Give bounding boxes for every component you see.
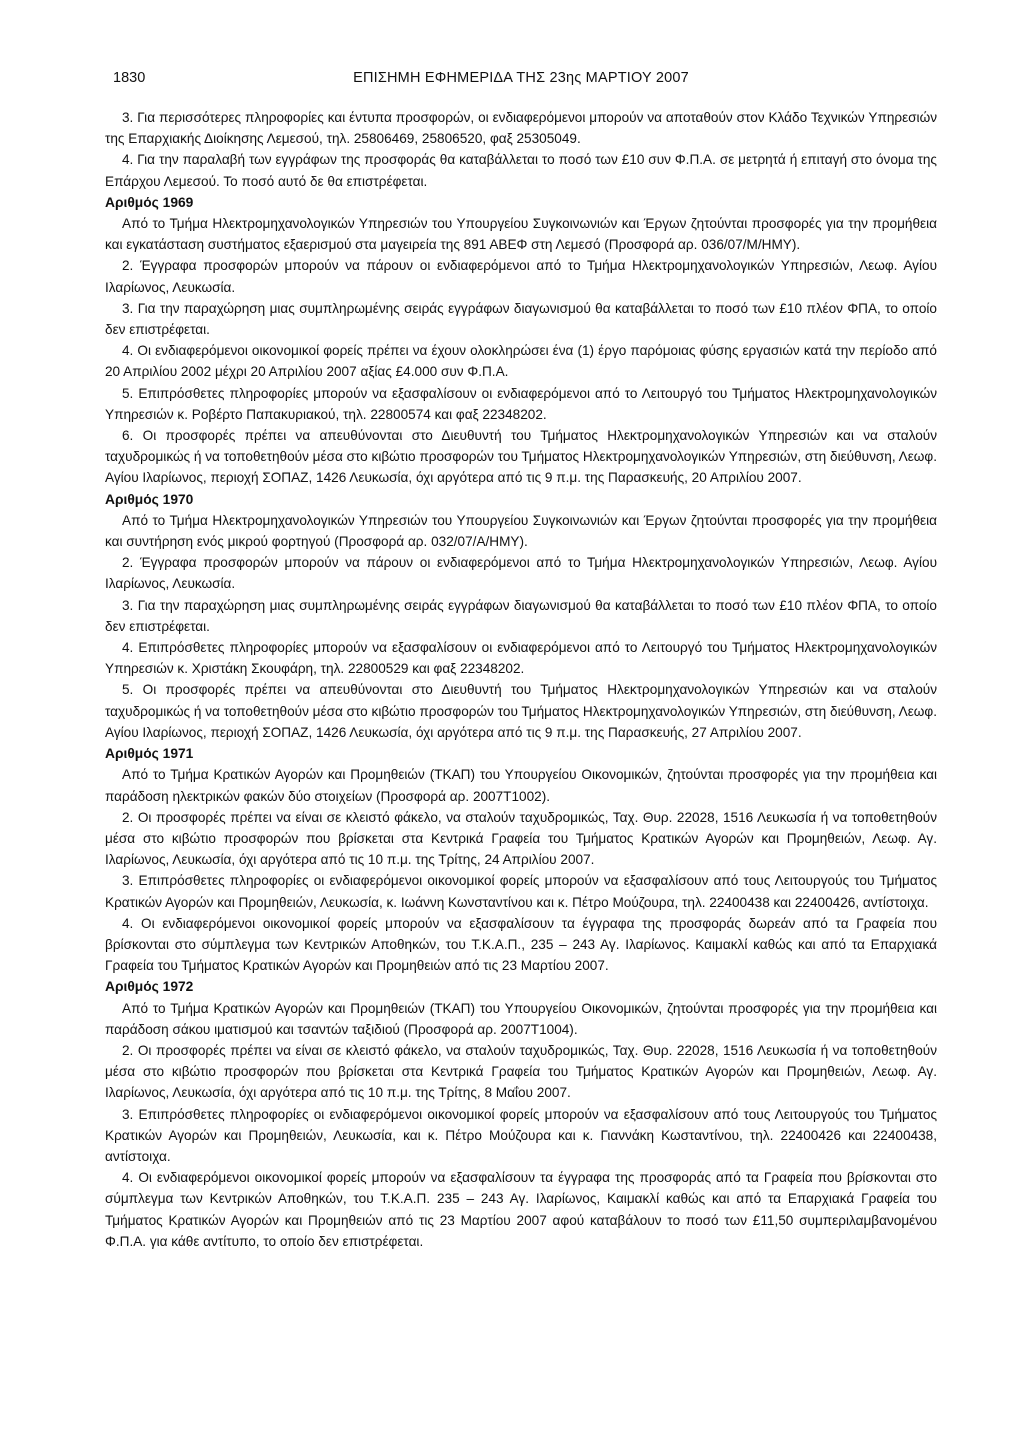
page-number: 1830: [113, 70, 146, 86]
notice-paragraph: 4. Οι ενδιαφερόμενοι οικονομικοί φορείς μπορούν να εξασφαλίσουν τα έγγραφα της προσφοράς από τα Γραφεία που βρίσκονται στο σύμπλεγμα των Κεντρικών Αποθηκών, του Τ.Κ.Α.Π. 235 – 243 Αγ. Ιλαρίωνος, Καιμακλί καθώς και από τα Επαρχιακά Γραφεία του Τμήματος Κρατικών Αγορών και Προμηθειών από τις 23 Μαρτίου 2007 αφού καταβάλουν το ποσό των £11,50 συμπεριλαμβανομένου Φ.Π.Α. για κάθε αντίτυπο, το οποίο δεν επιστρέφεται.: [105, 1170, 937, 1249]
notice-paragraph: Από το Τμήμα Ηλεκτρομηχανολογικών Υπηρεσιών του Υπουργείου Συγκοινωνιών και Έργων ζητούνται προσφορές για την προμήθεια και συντήρηση ενός μικρού φορτηγού (Προσφορά αρ. 032/07/Α/ΗΜΥ).: [105, 512, 937, 550]
notice-heading: Αριθμός 1969: [105, 194, 194, 210]
notice-paragraph: 4. Επιπρόσθετες πληροφορίες μπορούν να εξασφαλίσουν οι ενδιαφερόμενοι από το Λειτουργό του Τμήματος Ηλεκτρομηχανολογικών Υπηρεσιών κ. Χριστάκη Σκουφάρη, τηλ. 22800529 και φαξ 22348202.: [105, 640, 937, 677]
notice-paragraph: Από το Τμήμα Κρατικών Αγορών και Προμηθειών (ΤΚΑΠ) του Υπουργείου Οικονομικών, ζητούνται προσφορές για την προμήθεια και παράδοση σάκου ιματισμού και τσαντών ταξιδιού (Προσφορά αρ. 2007Τ1004).: [105, 1000, 937, 1037]
notice-paragraph: 3. Επιπρόσθετες πληροφορίες οι ενδιαφερόμενοι οικονομικοί φορείς μπορούν να εξασφαλίσουν από τους Λειτουργούς του Τμήματος Κρατικών Αγορών και Προμηθειών, Λευκωσία, κ. Ιωάννη Κωνσταντίνου και κ. Πέτρο Μούζουρα, τηλ. 22400438 και 22400426, αντίστοιχα.: [105, 873, 937, 910]
notice-paragraph: 5. Επιπρόσθετες πληροφορίες μπορούν να εξασφαλίσουν οι ενδιαφερόμενοι από το Λειτουργό του Τμήματος Ηλεκτρομηχανολογικών Υπηρεσιών κ. Ροβέρτο Παπακυριακού, τηλ. 22800574 και φαξ 22348202.: [105, 385, 937, 422]
notice-paragraph: 2. Έγγραφα προσφορών μπορούν να πάρουν οι ενδιαφερόμενοι από το Τμήμα Ηλεκτρομηχανολογικών Υπηρεσιών, Λεωφ. Αγίου Ιλαρίωνος, Λευκωσία.: [105, 555, 937, 592]
notice-paragraph: 4. Οι ενδιαφερόμενοι οικονομικοί φορείς μπορούν να εξασφαλίσουν τα έγγραφα της προσφοράς δωρεάν από τα Γραφεία που βρίσκονται στο σύμπλεγμα των Κεντρικών Αποθηκών, του Τ.Κ.Α.Π., 235 – 243 Αγ. Ιλαρίωνος. Καιμακλί καθώς και από τα Επαρχιακά Γραφεία του Τμήματος Κρατικών Αγορών και Προμηθειών από τις 23 Μαρτίου 2007.: [105, 915, 937, 974]
notice-paragraph: 2. Έγγραφα προσφορών μπορούν να πάρουν οι ενδιαφερόμενοι από το Τμήμα Ηλεκτρομηχανολογικών Υπηρεσιών, Λεωφ. Αγίου Ιλαρίωνος, Λευκωσία.: [105, 258, 937, 295]
page-header: [105, 68, 937, 90]
notice-heading: Αριθμός 1972: [105, 979, 194, 995]
notice-1969: [105, 192, 937, 489]
intro-paragraph: 3. Για περισσότερες πληροφορίες και έντυπα προσφορών, οι ενδιαφερόμενοι μπορούν να αποταθούν στον Κλάδο Τεχνικών Υπηρεσιών της Επαρχιακής Διοίκησης Λεμεσού, τηλ. 25806469, 25806520, φαξ 25305049.: [105, 110, 937, 147]
notice-paragraph: 2. Οι προσφορές πρέπει να είναι σε κλειστό φάκελο, να σταλούν ταχυδρομικώς, Ταχ. Θυρ. 22028, 1516 Λευκωσία ή να τοποθετηθούν μέσα στο κιβώτιο προσφορών που βρίσκεται στα Κεντρικά Γραφεία του Τμήματος Κρατικών Αγορών και Προμηθειών, Λεωφ. Αγ. Ιλαρίωνος, Λευκωσία, όχι αργότερα από τις 10 π.μ. της Τρίτης, 24 Απριλίου 2007.: [105, 809, 937, 868]
notice-1970: [105, 489, 937, 743]
intro-block: [105, 107, 937, 192]
notice-paragraph: 3. Επιπρόσθετες πληροφορίες οι ενδιαφερόμενοι οικονομικοί φορείς μπορούν να εξασφαλίσουν από τους Λειτουργούς του Τμήματος Κρατικών Αγορών και Προμηθειών, Λευκωσία, και κ. Πέτρο Μούζουρα και κ. Γιαννάκη Κωσταντίνου, τηλ. 22400426 και 22400438, αντίστοιχα.: [105, 1106, 937, 1164]
notice-paragraph: 6. Οι προσφορές πρέπει να απευθύνονται στο Διευθυντή του Τμήματος Ηλεκτρομηχανολογικών Υπηρεσιών και να σταλούν ταχυδρομικώς ή να τοποθετηθούν μέσα στο κιβώτιο προσφορών του Τμήματος Ηλεκτρομηχανολογικών Υπηρεσιών, στη διεύθυνση, Λεωφ. Αγίου Ιλαρίωνος, περιοχή ΣΟΠΑΖ, 1426 Λευκωσία, όχι αργότερα από τις 9 π.μ. της Παρασκευής, 20 Απριλίου 2007.: [105, 428, 937, 486]
notice-paragraph: 2. Οι προσφορές πρέπει να είναι σε κλειστό φάκελο, να σταλούν ταχυδρομικώς, Ταχ. Θυρ. 22028, 1516 Λευκωσία ή να τοποθετηθούν μέσα στο κιβώτιο προσφορών που βρίσκεται στα Κεντρικά Γραφεία του Τμήματος Κρατικών Αγορών και Προμηθειών, Λεωφ. Αγ. Ιλαρίωνος, Λευκωσία, όχι αργότερα από τις 10 π.μ. της Τρίτης, 8 Μαΐου 2007.: [105, 1042, 937, 1101]
notice-paragraph: 5. Οι προσφορές πρέπει να απευθύνονται στο Διευθυντή του Τμήματος Ηλεκτρομηχανολογικών Υπηρεσιών και να σταλούν ταχυδρομικώς ή να τοποθετηθούν μέσα στο κιβώτιο προσφορών του Τμήματος Ηλεκτρομηχανολογικών Υπηρεσιών, στη διεύθυνση, Λεωφ. Αγίου Ιλαρίωνος, περιοχή ΣΟΠΑΖ, 1426 Λευκωσία, όχι αργότερα από τις 9 π.μ. της Παρασκευής, 27 Απριλίου 2007.: [105, 682, 937, 740]
notice-1972: [105, 976, 937, 1252]
notice-paragraph: Από το Τμήμα Κρατικών Αγορών και Προμηθειών (ΤΚΑΠ) του Υπουργείου Οικονομικών, ζητούνται προσφορές για την προμήθεια και παράδοση ηλεκτρικών φακών δύο στοιχείων (Προσφορά αρ. 2007Τ1002).: [105, 767, 937, 804]
intro-paragraph: 4. Για την παραλαβή των εγγράφων της προσφοράς θα καταβάλλεται το ποσό των £10 συν Φ.Π.Α. σε μετρητά ή επιταγή στο όνομα της Επάρχου Λεμεσού. Το ποσό αυτό δε θα επιστρέφεται.: [105, 152, 937, 189]
notice-heading: Αριθμός 1971: [105, 746, 194, 762]
gazette-title: ΕΠΙΣΗΜΗ ΕΦΗΜΕΡΙΔΑ ΤΗΣ 23ης ΜΑΡΤΙΟΥ 2007: [353, 70, 689, 86]
gazette-page: [105, 68, 937, 1252]
notice-heading: Αριθμός 1970: [105, 491, 194, 507]
notice-paragraph: 3. Για την παραχώρηση μιας συμπληρωμένης σειράς εγγράφων διαγωνισμού θα καταβάλλεται το ποσό των £10 πλέον ΦΠΑ, το οποίο δεν επιστρέφεται.: [105, 597, 937, 634]
notice-paragraph: 4. Οι ενδιαφερόμενοι οικονομικοί φορείς πρέπει να έχουν ολοκληρώσει ένα (1) έργο παρόμοιας φύσης εργασιών κατά την περίοδο από 20 Απριλίου 2002 μέχρι 20 Απριλίου 2007 αξίας £4.000 συν Φ.Π.Α.: [105, 343, 937, 380]
notice-1971: [105, 743, 937, 976]
notice-paragraph: Από το Τμήμα Ηλεκτρομηχανολογικών Υπηρεσιών του Υπουργείου Συγκοινωνιών και Έργων ζητούνται προσφορές για την προμήθεια και εγκατάσταση συστήματος εξαερισμού στα μαγειρεία της 891 ΑΒΕΦ στη Λεμεσό (Προσφορά αρ. 036/07/Μ/ΗΜΥ).: [105, 216, 937, 253]
notice-paragraph: 3. Για την παραχώρηση μιας συμπληρωμένης σειράς εγγράφων διαγωνισμού θα καταβάλλεται το ποσό των £10 πλέον ΦΠΑ, το οποίο δεν επιστρέφεται.: [105, 300, 937, 338]
